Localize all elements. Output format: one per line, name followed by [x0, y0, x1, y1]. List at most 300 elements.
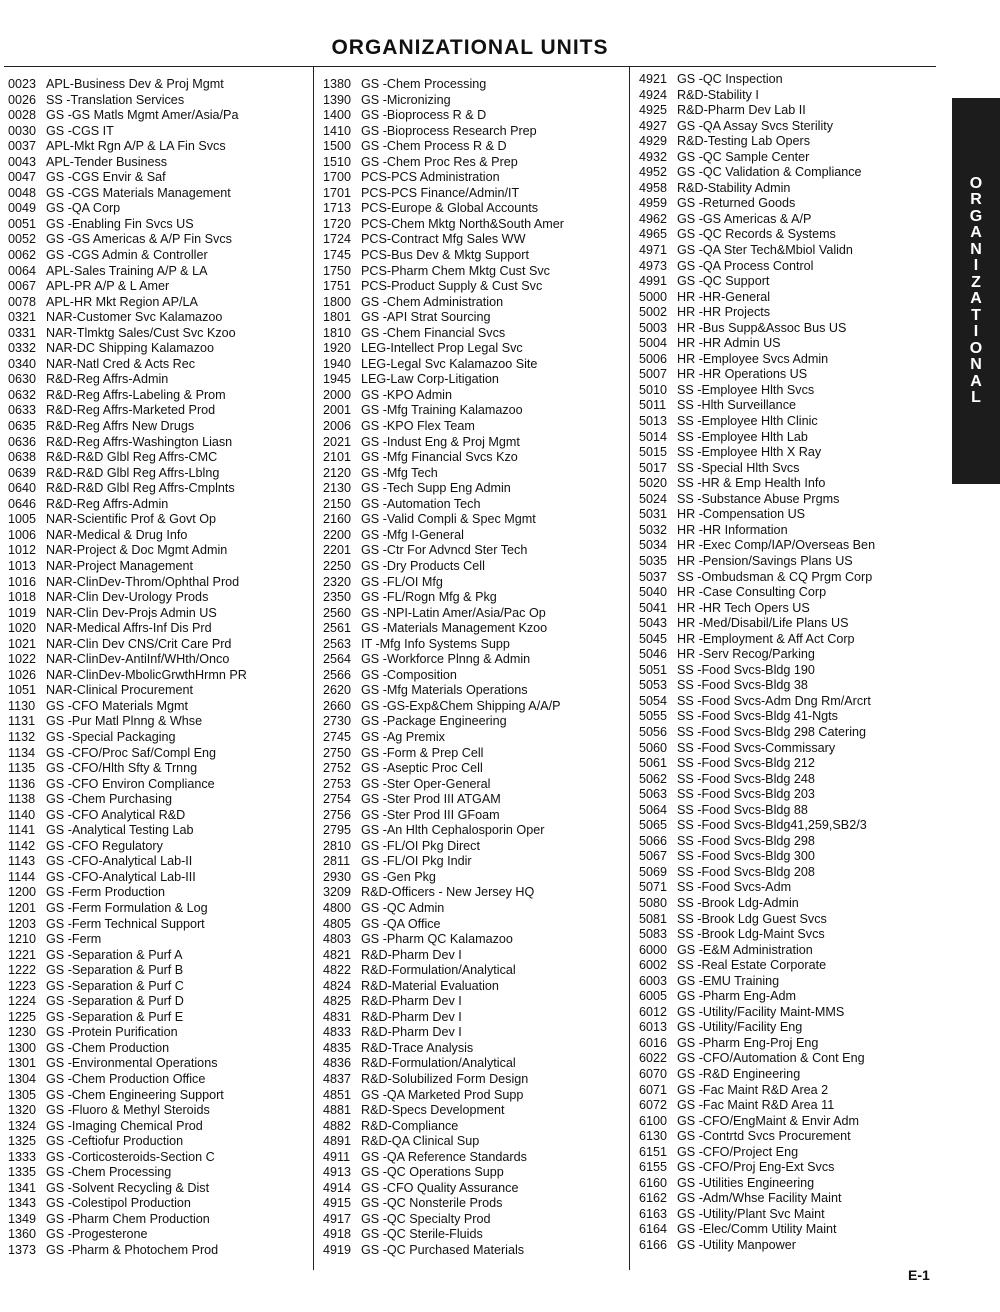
unit-name: R&D-Compliance: [361, 1118, 459, 1133]
unit-name: GS -GS Matls Mgmt Amer/Asia/Pa: [46, 108, 239, 123]
unit-code: 2810: [323, 838, 352, 853]
page-title: ORGANIZATIONAL UNITS: [331, 36, 609, 59]
list-item: [323, 543, 564, 559]
list-item: [323, 652, 564, 668]
list-item: [639, 803, 875, 819]
unit-name: GS -Utility/Facility Maint-MMS: [677, 1004, 845, 1019]
list-item: [8, 326, 247, 342]
unit-name: GS -Chem Engineering Support: [46, 1087, 224, 1102]
unit-name: PCS-Contract Mfg Sales WW: [361, 232, 526, 247]
unit-code: 5069: [639, 864, 668, 879]
unit-name: HR -Compensation US: [677, 507, 806, 522]
list-item: [323, 917, 564, 933]
unit-code: 1018: [8, 590, 37, 605]
unit-name: R&D-Pharm Dev I: [361, 994, 462, 1009]
unit-code: 2560: [323, 605, 352, 620]
list-item: [323, 1150, 564, 1166]
unit-code: 5015: [639, 445, 668, 460]
unit-name: GS -FL/OI Mfg: [361, 574, 443, 589]
list-item: [639, 227, 875, 243]
list-item: [8, 1088, 247, 1104]
list-item: [8, 528, 247, 544]
unit-code: 1341: [8, 1180, 37, 1195]
unit-name: GS -Ferm: [46, 932, 102, 947]
list-item: [639, 212, 875, 228]
unit-code: 5000: [639, 289, 668, 304]
list-item: [639, 476, 875, 492]
unit-name: APL-Mkt Rgn A/P & LA Fin Svcs: [46, 139, 226, 154]
unit-code: 2130: [323, 481, 352, 496]
list-item: [639, 274, 875, 290]
list-item: [8, 1243, 247, 1259]
unit-name: HR -HR Projects: [677, 305, 771, 320]
unit-name: SS -Food Svcs-Bldg41,259,SB2/3: [677, 818, 867, 833]
tab-letter: R: [970, 191, 982, 208]
unit-code: 0049: [8, 201, 37, 216]
unit-code: 5067: [639, 849, 668, 864]
unit-name: HR -Employee Svcs Admin: [677, 351, 829, 366]
unit-name: IT -Mfg Info Systems Supp: [361, 636, 510, 651]
list-item: [639, 1005, 875, 1021]
list-item: [323, 1134, 564, 1150]
column-divider: [629, 66, 630, 1270]
unit-name: PCS-Europe & Global Accounts: [361, 201, 539, 216]
unit-code: 6016: [639, 1035, 668, 1050]
unit-code: 0332: [8, 341, 37, 356]
list-item: [639, 492, 875, 508]
list-item: [323, 403, 564, 419]
unit-code: 6070: [639, 1067, 668, 1081]
list-item: [8, 310, 247, 326]
list-item: [323, 699, 564, 715]
list-item: [323, 1227, 564, 1243]
unit-code: 6071: [639, 1082, 668, 1097]
unit-code: 1200: [8, 885, 37, 900]
list-item: [8, 450, 247, 466]
unit-code: 2795: [323, 823, 352, 838]
unit-name: NAR-Scientific Prof & Govt Op: [46, 512, 217, 527]
unit-name: GS -QC Support: [677, 274, 770, 289]
list-item: [323, 1010, 564, 1026]
unit-code: 1230: [8, 1025, 37, 1040]
unit-code: 5062: [639, 771, 668, 786]
list-item: [8, 481, 247, 497]
unit-code: 4881: [323, 1103, 352, 1118]
list-item: [8, 403, 247, 419]
unit-name: GS -EMU Training: [677, 973, 780, 988]
list-item: [8, 170, 247, 186]
unit-code: 5011: [639, 398, 667, 413]
unit-name: HR -HR Tech Opers US: [677, 600, 810, 615]
unit-name: R&D-Stability I: [677, 87, 759, 102]
title-rule: [4, 66, 936, 67]
unit-code: 4803: [323, 932, 352, 947]
unit-code: 2730: [323, 714, 352, 729]
unit-name: GS -QA Ster Tech&Mbiol Validn: [677, 243, 853, 258]
list-item: [323, 979, 564, 995]
list-item: [8, 699, 247, 715]
unit-code: 1701: [323, 185, 352, 200]
list-item: [639, 1160, 875, 1176]
unit-name: NAR-Project Management: [46, 558, 193, 573]
list-item: [8, 1056, 247, 1072]
tab-letter: O: [969, 174, 983, 192]
unit-name: GS -QC Operations Supp: [361, 1165, 504, 1180]
unit-code: 4921: [639, 72, 668, 86]
unit-name: SS -Employee Hlth Clinic: [677, 414, 818, 429]
tab-letter: Z: [971, 273, 981, 291]
unit-code: 1380: [323, 77, 352, 91]
list-item: [639, 1036, 875, 1052]
unit-name: GS -Separation & Purf D: [46, 994, 184, 1009]
list-item: [8, 1103, 247, 1119]
unit-code: 1390: [323, 92, 352, 107]
unit-code: 6013: [639, 1020, 668, 1035]
unit-code: 1020: [8, 621, 37, 636]
list-item: [639, 772, 875, 788]
unit-code: 2000: [323, 387, 352, 402]
unit-name: SS -HR & Emp Health Info: [677, 476, 826, 491]
unit-code: 4913: [323, 1165, 352, 1180]
list-item: [639, 1129, 875, 1145]
unit-code: 1800: [323, 294, 352, 309]
tab-letter: G: [969, 207, 983, 225]
unit-code: 6003: [639, 973, 668, 988]
unit-code: 1021: [8, 636, 37, 651]
unit-name: PCS-PCS Finance/Admin/IT: [361, 185, 520, 200]
page-number: E-1: [908, 1267, 930, 1283]
unit-code: 1201: [8, 900, 37, 915]
list-item: [639, 865, 875, 881]
unit-name: GS -Utilities Engineering: [677, 1175, 815, 1190]
unit-name: NAR-Clin Dev-Projs Admin US: [46, 605, 217, 620]
unit-name: GS -CGS IT: [46, 123, 114, 138]
unit-name: GS -Special Packaging: [46, 729, 176, 744]
list-item: [323, 606, 564, 622]
unit-name: GS -Ctr For Advncd Ster Tech: [361, 543, 528, 558]
list-item: [323, 1165, 564, 1181]
unit-code: 6162: [639, 1191, 668, 1206]
unit-name: R&D-Reg Affrs-Washington Liasn: [46, 434, 233, 449]
list-item: [8, 652, 247, 668]
unit-name: GS -Enabling Fin Svcs US: [46, 216, 194, 231]
unit-code: 2350: [323, 590, 352, 605]
list-item: [639, 554, 875, 570]
unit-code: 2811: [323, 854, 351, 869]
list-item: [639, 134, 875, 150]
unit-code: 0633: [8, 403, 37, 418]
unit-name: GS -Fac Maint R&D Area 2: [677, 1082, 829, 1097]
list-item: [8, 559, 247, 575]
unit-code: 4958: [639, 180, 668, 195]
unit-code: 2930: [323, 869, 352, 884]
unit-code: 1700: [323, 170, 352, 185]
unit-code: 0043: [8, 154, 37, 169]
unit-code: 2201: [323, 543, 352, 558]
unit-name: NAR-Medical & Drug Info: [46, 527, 188, 542]
tab-letter: A: [970, 372, 982, 390]
list-item: [323, 823, 564, 839]
unit-code: 6151: [639, 1144, 668, 1159]
unit-code: 1132: [8, 729, 36, 744]
unit-name: GS -Chem Process R & D: [361, 139, 507, 154]
unit-code: 5035: [639, 553, 668, 568]
unit-code: 1400: [323, 108, 352, 123]
list-item: [8, 388, 247, 404]
unit-name: GS -API Strat Sourcing: [361, 310, 491, 325]
list-item: [323, 901, 564, 917]
list-item: [639, 119, 875, 135]
unit-code: 6164: [639, 1222, 668, 1237]
unit-name: SS -Food Svcs-Bldg 212: [677, 756, 815, 771]
unit-name: GS -Mfg Materials Operations: [361, 683, 528, 698]
unit-name: R&D-Pharm Dev I: [361, 947, 462, 962]
list-item: [8, 994, 247, 1010]
unit-code: 4805: [323, 916, 352, 931]
list-item: [323, 248, 564, 264]
list-item: [8, 746, 247, 762]
unit-name: GS -Chem Proc Res & Prep: [361, 154, 518, 169]
unit-name: GS -Utility/Plant Svc Maint: [677, 1206, 825, 1221]
list-item: [639, 989, 875, 1005]
unit-code: 4800: [323, 900, 352, 915]
list-item: [639, 896, 875, 912]
unit-name: R&D-Officers - New Jersey HQ: [361, 885, 535, 900]
unit-code: 2150: [323, 496, 352, 511]
unit-name: GS -NPI-Latin Amer/Asia/Pac Op: [361, 605, 546, 620]
unit-name: GS -Composition: [361, 667, 457, 682]
unit-code: 4932: [639, 149, 668, 164]
unit-column-3: [639, 72, 875, 1254]
unit-name: GS -CFO/Hlth Sfty & Trnng: [46, 761, 198, 776]
unit-name: GS -CFO/EngMaint & Envir Adm: [677, 1113, 859, 1128]
list-item: [8, 77, 247, 93]
unit-name: SS -Food Svcs-Bldg 41-Ngts: [677, 709, 838, 724]
unit-code: 5061: [639, 756, 668, 771]
unit-name: SS -Employee Hlth Lab: [677, 429, 808, 444]
unit-code: 2001: [323, 403, 352, 418]
list-item: [639, 818, 875, 834]
list-item: [639, 1176, 875, 1192]
unit-name: GS -QC Inspection: [677, 72, 783, 86]
unit-code: 4851: [323, 1087, 352, 1102]
tab-letter: L: [971, 389, 981, 406]
unit-name: SS -Special Hlth Svcs: [677, 460, 800, 475]
unit-code: 1134: [8, 745, 36, 760]
unit-name: GS -QA Marketed Prod Supp: [361, 1087, 524, 1102]
unit-code: 5040: [639, 585, 668, 600]
unit-code: 1013: [8, 558, 37, 573]
unit-code: 2120: [323, 465, 352, 480]
unit-code: 4914: [323, 1180, 352, 1195]
unit-name: GS -Chem Processing: [361, 77, 487, 91]
unit-name: NAR-ClinDev-MbolicGrwthHrmn PR: [46, 667, 247, 682]
unit-name: GS -Chem Financial Svcs: [361, 325, 506, 340]
unit-code: 1223: [8, 978, 37, 993]
unit-name: R&D-R&D Glbl Reg Affrs-CMC: [46, 450, 218, 465]
unit-code: 5032: [639, 522, 668, 537]
list-item: [8, 963, 247, 979]
list-item: [639, 1238, 875, 1254]
list-item: [639, 259, 875, 275]
list-item: [639, 1114, 875, 1130]
unit-name: HR -Case Consulting Corp: [677, 585, 827, 600]
unit-name: HR -Serv Recog/Parking: [677, 647, 815, 662]
unit-name: NAR-Tlmktg Sales/Cust Svc Kzoo: [46, 325, 236, 340]
unit-name: GS -QC Records & Systems: [677, 227, 836, 242]
unit-name: R&D-Testing Lab Opers: [677, 134, 810, 149]
unit-name: GS -Pharm Chem Production: [46, 1211, 210, 1226]
unit-name: GS -Package Engineering: [361, 714, 507, 729]
unit-code: 2750: [323, 745, 352, 760]
list-item: [639, 445, 875, 461]
unit-code: 1131: [8, 714, 36, 729]
unit-name: R&D-Reg Affrs-Admin: [46, 372, 169, 387]
unit-code: 4952: [639, 165, 668, 180]
unit-name: GS -QC Admin: [361, 900, 445, 915]
unit-name: SS -Food Svcs-Adm Dng Rm/Arcrt: [677, 693, 871, 708]
list-item: [639, 912, 875, 928]
list-item: [639, 741, 875, 757]
unit-code: 1006: [8, 527, 37, 542]
unit-name: PCS-Product Supply & Cust Svc: [361, 279, 543, 294]
list-item: [639, 414, 875, 430]
list-item: [8, 497, 247, 513]
list-item: [639, 725, 875, 741]
section-tab: [952, 98, 1000, 484]
unit-code: 0048: [8, 185, 37, 200]
unit-column-2: [323, 77, 564, 1259]
unit-name: GS -Workforce Plnng & Admin: [361, 652, 531, 667]
list-item: [639, 834, 875, 850]
list-item: [323, 963, 564, 979]
unit-name: GS -GS Americas & A/P: [677, 211, 812, 226]
unit-name: SS -Hlth Surveillance: [677, 398, 796, 413]
list-item: [639, 1083, 875, 1099]
unit-name: GS -QA Process Control: [677, 258, 814, 273]
unit-name: GS -QC Specialty Prod: [361, 1211, 491, 1226]
unit-code: 4927: [639, 118, 668, 133]
unit-code: 5003: [639, 320, 668, 335]
unit-name: GS -Fluoro & Methyl Steroids: [46, 1103, 210, 1118]
unit-code: 1012: [8, 543, 37, 558]
list-item: [8, 1196, 247, 1212]
list-item: [323, 575, 564, 591]
list-item: [323, 93, 564, 109]
list-item: [639, 570, 875, 586]
unit-name: GS -Micronizing: [361, 92, 451, 107]
unit-code: 1301: [8, 1056, 37, 1071]
unit-code: 2101: [323, 450, 352, 465]
unit-code: 1305: [8, 1087, 37, 1102]
unit-code: 2160: [323, 512, 352, 527]
list-item: [639, 694, 875, 710]
unit-name: R&D-Reg Affrs-Admin: [46, 496, 169, 511]
unit-name: GS -QC Nonsterile Prods: [361, 1196, 503, 1211]
unit-code: 2561: [323, 621, 352, 636]
unit-name: GS -Dry Products Cell: [361, 558, 485, 573]
unit-code: 4973: [639, 258, 668, 273]
list-item: [323, 279, 564, 295]
unit-code: 2660: [323, 698, 352, 713]
unit-name: GS -Separation & Purf E: [46, 1009, 184, 1024]
list-item: [323, 1119, 564, 1135]
unit-code: 0635: [8, 419, 37, 434]
unit-name: GS -Progesterone: [46, 1227, 148, 1242]
unit-name: APL-HR Mkt Region AP/LA: [46, 294, 198, 309]
list-item: [639, 974, 875, 990]
list-item: [639, 1051, 875, 1067]
list-item: [323, 357, 564, 373]
unit-code: 5020: [639, 476, 668, 491]
list-item: [8, 186, 247, 202]
unit-name: SS -Ombudsman & CQ Prgm Corp: [677, 569, 873, 584]
unit-code: 2566: [323, 667, 352, 682]
list-item: [8, 823, 247, 839]
unit-name: SS -Food Svcs-Bldg 298 Catering: [677, 724, 866, 739]
list-item: [323, 621, 564, 637]
unit-code: 1026: [8, 667, 37, 682]
unit-column-1: [8, 77, 247, 1259]
list-item: [323, 590, 564, 606]
list-item: [323, 186, 564, 202]
unit-name: GS -Mfg I-General: [361, 527, 464, 542]
unit-code: 1325: [8, 1134, 37, 1149]
list-item: [323, 761, 564, 777]
unit-code: 5060: [639, 740, 668, 755]
unit-code: 2563: [323, 636, 352, 651]
list-item: [8, 232, 247, 248]
unit-name: GS -FL/Rogn Mfg & Pkg: [361, 590, 497, 605]
unit-name: NAR-ClinDev-Throm/Ophthal Prod: [46, 574, 240, 589]
unit-code: 2620: [323, 683, 352, 698]
list-item: [8, 777, 247, 793]
tab-letter: N: [970, 356, 982, 373]
unit-code: 1720: [323, 216, 352, 231]
unit-name: GS -Separation & Purf B: [46, 963, 184, 978]
list-item: [323, 77, 564, 93]
list-item: [8, 201, 247, 217]
unit-name: SS -Food Svcs-Bldg 248: [677, 771, 815, 786]
unit-name: GS -Ster Prod III ATGAM: [361, 792, 501, 807]
unit-code: 5014: [639, 429, 668, 444]
list-item: [8, 466, 247, 482]
list-item: [323, 839, 564, 855]
list-item: [323, 481, 564, 497]
unit-name: SS -Food Svcs-Bldg 190: [677, 662, 815, 677]
list-item: [323, 155, 564, 171]
list-item: [8, 932, 247, 948]
list-item: [8, 419, 247, 435]
unit-code: 1810: [323, 325, 352, 340]
list-item: [8, 108, 247, 124]
list-item: [639, 196, 875, 212]
unit-name: GS -Utility/Facility Eng: [677, 1020, 803, 1035]
list-item: [8, 870, 247, 886]
list-item: [639, 601, 875, 617]
unit-code: 5031: [639, 507, 668, 522]
unit-code: 1141: [8, 823, 36, 838]
unit-name: NAR-Clin Dev-Urology Prods: [46, 590, 209, 605]
list-item: [639, 181, 875, 197]
unit-code: 1300: [8, 1040, 37, 1055]
list-item: [639, 461, 875, 477]
unit-name: SS -Brook Ldg-Admin: [677, 895, 799, 910]
unit-name: GS -Ferm Technical Support: [46, 916, 205, 931]
unit-code: 2021: [323, 434, 352, 449]
unit-code: 1225: [8, 1009, 37, 1024]
list-item: [323, 201, 564, 217]
